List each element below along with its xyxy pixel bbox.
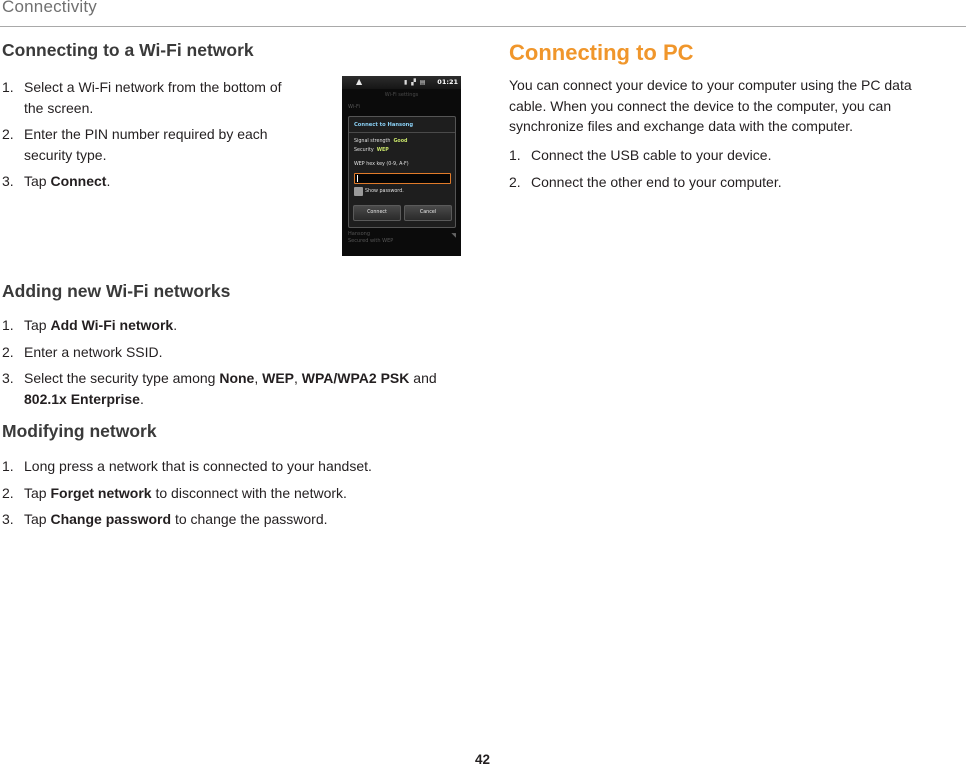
separator: , — [254, 370, 263, 386]
signal-value: Good — [393, 139, 408, 144]
step-number: 3. — [2, 370, 14, 386]
show-password-checkbox[interactable] — [354, 187, 363, 196]
step-text-pre: Tap — [24, 317, 51, 333]
step-text: Connect the USB cable to your device. — [531, 147, 772, 163]
wifi-heading: Connecting to a Wi-Fi network — [2, 40, 254, 60]
step-number: 2. — [2, 126, 14, 142]
option-none: None — [219, 370, 255, 386]
step-text: Select a Wi-Fi network from the bottom of the screen. — [24, 79, 282, 116]
list-item — [2, 124, 292, 165]
wifi-signal-icon: ◥ — [451, 232, 456, 239]
wifi-steps — [2, 77, 292, 198]
list-item — [2, 368, 462, 409]
security-row — [354, 148, 389, 153]
connect-dialog — [348, 116, 456, 228]
cancel-button[interactable]: Cancel — [404, 205, 452, 221]
step-text-pre: Tap — [24, 484, 51, 501]
step-text-pre: Select the security type among — [24, 370, 220, 386]
step-number: 3. — [2, 511, 14, 527]
modifying-heading: Modifying network — [2, 421, 157, 441]
bg-network-sub: Secured with WEP — [348, 238, 394, 244]
pc-intro: You can connect your device to your computer using the PC data cable. When you connect the device to the computer, you can synchronize files and exchange data with the computer. — [509, 77, 912, 134]
status-time: 01:21 — [437, 78, 458, 86]
step-text-post: . — [173, 317, 178, 333]
key-label: WEP hex key (0-9, A-F) — [354, 162, 409, 167]
list-item — [2, 456, 462, 477]
separator: and — [409, 370, 437, 386]
step-text-post: . — [106, 173, 111, 189]
text-caret — [357, 175, 358, 182]
header-title: Connectivity — [2, 0, 97, 16]
dialog-title: Connect to Hansong — [354, 122, 414, 128]
option-wpa: WPA/WPA2 PSK — [301, 370, 410, 386]
step-text: Long press a network that is connected to your handset. — [24, 458, 372, 474]
modifying-steps — [2, 456, 462, 536]
list-item — [2, 342, 462, 363]
bg-network-name: Hansong — [348, 231, 370, 237]
list-item — [509, 145, 949, 166]
dialog-divider — [349, 132, 455, 133]
connect-button[interactable]: Connect — [353, 205, 401, 221]
status-icons: ▮ ▞ ▤ — [404, 79, 427, 86]
step-number: 1. — [2, 458, 14, 474]
step-text: Enter the PIN number required by each security type. — [24, 126, 268, 163]
step-text-post: . — [139, 390, 144, 407]
list-item — [2, 483, 462, 504]
forget-network-term: Forget network — [50, 484, 152, 501]
signal-label: Signal strength — [354, 139, 391, 144]
bg-wifi-label: Wi-Fi — [348, 104, 360, 110]
step-number: 1. — [2, 79, 14, 95]
warning-icon: ▲ — [356, 77, 363, 86]
pc-heading: Connecting to PC — [509, 40, 694, 65]
status-bar — [342, 76, 461, 89]
step-text-post: to change the password. — [171, 511, 328, 527]
phone-screenshot — [342, 76, 461, 256]
connect-term: Connect — [50, 173, 107, 189]
list-item — [2, 509, 462, 530]
pc-steps — [509, 145, 949, 198]
step-number: 2. — [509, 173, 521, 190]
adding-heading: Adding new Wi-Fi networks — [2, 281, 231, 301]
list-item — [2, 77, 292, 118]
option-enterprise: 802.1x Enterprise — [24, 390, 140, 407]
page-number: 42 — [475, 752, 491, 767]
step-number: 1. — [2, 317, 14, 333]
list-item — [2, 171, 292, 192]
step-number: 2. — [2, 343, 14, 360]
step-number: 1. — [509, 147, 521, 163]
separator: , — [294, 370, 302, 386]
change-password-term: Change password — [50, 511, 172, 527]
show-password-label: Show password. — [365, 189, 404, 194]
step-text-post: to disconnect with the network. — [151, 484, 347, 501]
wep-key-input[interactable] — [354, 173, 451, 184]
step-text-pre: Tap — [24, 173, 51, 189]
step-text-pre: Tap — [24, 511, 51, 527]
security-label: Security — [354, 148, 374, 153]
option-wep: WEP — [262, 370, 294, 386]
header-rule — [0, 26, 966, 27]
step-text: Connect the other end to your computer. — [531, 173, 782, 190]
adding-steps — [2, 315, 462, 415]
list-item — [509, 172, 949, 193]
list-item — [2, 315, 462, 336]
signal-row — [354, 139, 407, 144]
security-value: WEP — [376, 148, 389, 153]
step-text: Enter a network SSID. — [24, 343, 163, 360]
step-number: 3. — [2, 173, 14, 189]
add-wifi-term: Add Wi-Fi network — [50, 317, 174, 333]
step-number: 2. — [2, 484, 14, 501]
settings-title: Wi-Fi settings — [384, 92, 419, 98]
